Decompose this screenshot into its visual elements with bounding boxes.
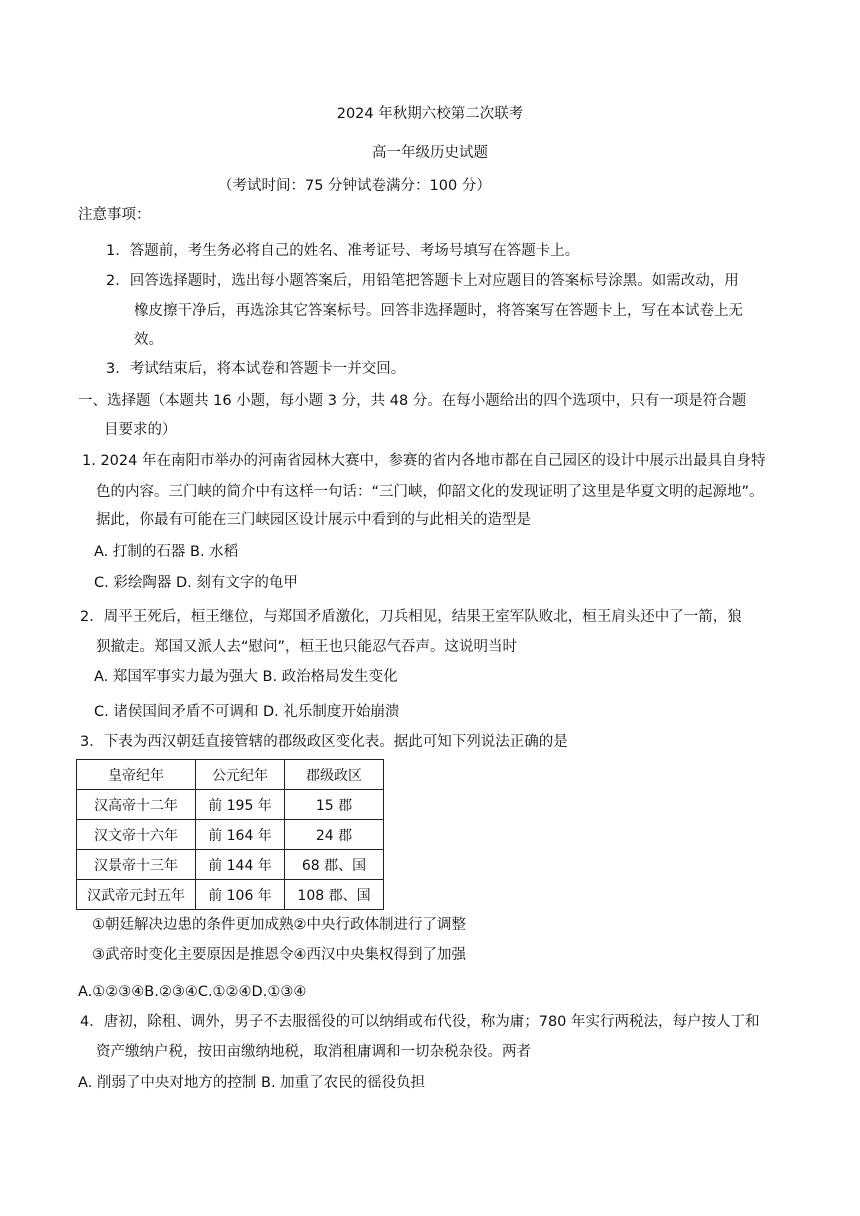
section-heading-continued: 目要求的） — [104, 422, 177, 438]
question-1-options: A. 打制的石器 B. 水稻 — [94, 544, 239, 560]
question-1-options: C. 彩绘陶器 D. 刻有文字的龟甲 — [94, 575, 298, 591]
exam-title: 2024 年秋期六校第二次联考 — [336, 106, 524, 122]
exam-time-info: （考试时间：75 分钟试卷满分：100 分） — [218, 178, 491, 194]
table-row — [77, 850, 384, 880]
table-header-cell: 郡级政区 — [285, 760, 384, 790]
table-cell: 68 郡、国 — [285, 850, 384, 880]
question-1-stem: 据此，你最有可能在三门峡园区设计展示中看到的与此相关的造型是 — [96, 512, 531, 528]
question-4-options: A. 削弱了中央对地方的控制 B. 加重了农民的徭役负担 — [78, 1075, 426, 1091]
table-cell: 汉高帝十二年 — [77, 790, 196, 820]
question-1-stem: 色的内容。三门峡的简介中有这样一句话：“三门峡，仰韶文化的发现证明了这里是华夏文明的起源地”。 — [96, 484, 764, 500]
question-3-statements: ③武帝时变化主要原因是推恩令④西汉中央集权得到了加强 — [92, 947, 466, 963]
note-item: 2．回答选择题时，选出每小题答案后，用铅笔把答题卡上对应题目的答案标号涂黑。如需改动，用 — [106, 273, 739, 289]
table-cell: 汉武帝元封五年 — [77, 880, 196, 910]
table-row — [77, 820, 384, 850]
question-3-stem: 3．下表为西汉朝廷直接管辖的郡级政区变化表。据此可知下列说法正确的是 — [80, 734, 568, 750]
question-1-stem: 1. 2024 年在南阳市举办的河南省园林大赛中，参赛的省内各地市都在自己园区的设计中展示出最具自身特 — [82, 453, 766, 469]
table-cell: 汉文帝十六年 — [77, 820, 196, 850]
table-cell: 24 郡 — [285, 820, 384, 850]
note-item-continued: 效。 — [134, 332, 163, 348]
table-header-row — [77, 760, 384, 790]
note-item: 1．答题前，考生务必将自己的姓名、准考证号、考场号填写在答题卡上。 — [106, 243, 580, 259]
table-row — [77, 880, 384, 910]
table-cell: 前 164 年 — [196, 820, 285, 850]
table-cell: 108 郡、国 — [285, 880, 384, 910]
question-4-stem: 资产缴纳户税，按田亩缴纳地税，取消租庸调和一切杂税杂役。两者 — [96, 1044, 531, 1060]
exam-subtitle: 高一年级历史试题 — [372, 145, 488, 161]
table-cell: 前 144 年 — [196, 850, 285, 880]
table-header-cell: 公元纪年 — [196, 760, 285, 790]
table-row — [77, 790, 384, 820]
table-cell: 前 106 年 — [196, 880, 285, 910]
commandery-table — [76, 759, 384, 910]
question-2-options: C. 诸侯国间矛盾不可调和 D. 礼乐制度开始崩溃 — [94, 704, 400, 720]
table-cell: 15 郡 — [285, 790, 384, 820]
question-2-options: A. 郑国军事实力最为强大 B. 政治格局发生变化 — [94, 669, 398, 685]
question-3-options: A.①②③④B.②③④C.①②④D.①③④ — [78, 984, 307, 1000]
question-2-stem: 狈撤走。郑国又派人去“慰问”，桓王也只能忍气吞声。这说明当时 — [96, 639, 518, 655]
question-4-stem: 4．唐初，除租、调外，男子不去服徭役的可以纳绢或布代役，称为庸；780 年实行两税法，每户按人丁和 — [80, 1014, 760, 1030]
table-header-cell: 皇帝纪年 — [77, 760, 196, 790]
section-heading: 一、选择题（本题共 16 小题，每小题 3 分，共 48 分。在每小题给出的四个选项中，只有一项是符合题 — [78, 393, 747, 409]
table-cell: 前 195 年 — [196, 790, 285, 820]
note-item-continued: 橡皮擦干净后，再选涂其它答案标号。回答非选择题时，将答案写在答题卡上，写在本试卷上无 — [134, 303, 743, 319]
note-item: 3．考试结束后，将本试卷和答题卡一并交回。 — [106, 361, 406, 377]
notes-heading: 注意事项： — [78, 207, 151, 223]
table-cell: 汉景帝十三年 — [77, 850, 196, 880]
question-3-statements: ①朝廷解决边患的条件更加成熟②中央行政体制进行了调整 — [92, 917, 466, 933]
question-2-stem: 2．周平王死后，桓王继位，与郑国矛盾激化，刀兵相见，结果王室军队败北，桓王肩头还中了一箭，狼 — [80, 609, 742, 625]
